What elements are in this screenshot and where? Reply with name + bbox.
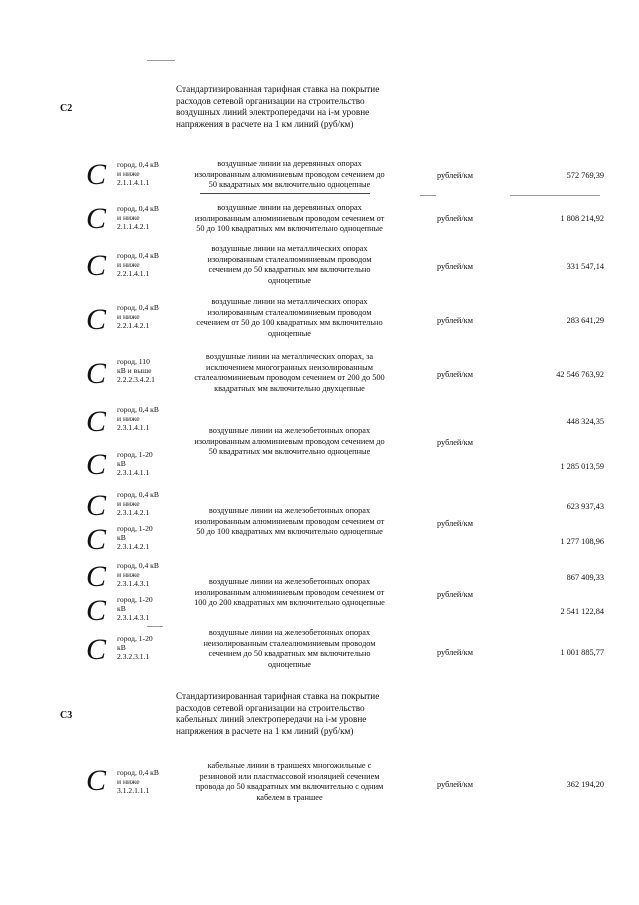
- rate-value: 448 324,35: [566, 417, 604, 426]
- tariff-symbol: C: [86, 158, 107, 191]
- rate-value: 2 541 122,84: [560, 607, 604, 616]
- tariff-symbol: C: [86, 249, 107, 282]
- title-line: Стандартизированная тарифная ставка на покрытие: [176, 691, 380, 701]
- tariff-symbol: C: [86, 202, 107, 235]
- line-description: воздушные линии на железобетонных опорах изолированным алюминиевым проводом сечением до 50 квадратных мм включительно одноцепные: [194, 426, 385, 456]
- tariff-symbol: C: [86, 633, 107, 666]
- rate-code: город, 110 кВ и выше 2.2.2.3.4.2.1: [117, 357, 155, 384]
- title-line: напряжения в расчете на 1 км линий (руб/км): [176, 725, 354, 736]
- rate-code: город, 0,4 кВ и ниже 2.2.1.4.1.1: [117, 251, 159, 278]
- line-description: воздушные линии на металлических опорах, за исключением многогранных неизолированным сталеалюминиевым проводом сечением от 200 до 500 квадратных мм включительно двухцепные: [194, 352, 385, 393]
- scan-mark: [420, 195, 436, 196]
- rate-value: 331 547,14: [566, 262, 604, 271]
- line-description: воздушные линии на железобетонных опорах неизолированным сталеалюминиевым проводом сечением до 50 квадратных мм включительно одноцепные: [203, 628, 376, 669]
- title-line: расходов сетевой организации на строительство: [176, 702, 365, 713]
- unit-label: рублей/км: [437, 370, 473, 379]
- tariff-symbol: C: [86, 560, 107, 593]
- rate-code: город, 0,4 кВ и ниже 3.1.2.1.1.1: [117, 768, 159, 795]
- rate-value: 1 285 013,59: [560, 462, 604, 471]
- unit-label: рублей/км: [437, 590, 473, 599]
- rate-value: 572 769,39: [566, 171, 604, 180]
- tariff-symbol: C: [86, 523, 107, 556]
- line-description: кабельные линии в траншеях многожильные с резиновой или пластмассовой изоляцией сечением провода до 50 квадратных мм включительно с одним кабелем в траншее: [195, 761, 384, 802]
- section-label-c3: C3: [60, 710, 73, 721]
- scan-mark: [147, 626, 163, 627]
- rate-code: город, 1-20 кВ 2.3.1.4.2.1: [117, 524, 153, 551]
- section-label-c2: C2: [60, 103, 73, 114]
- rate-code: город, 0,4 кВ и ниже 2.1.1.4.2.1: [117, 204, 159, 231]
- unit-label: рублей/км: [437, 438, 473, 447]
- rate-value: 362 194,20: [566, 780, 604, 789]
- tariff-symbol: C: [86, 764, 107, 797]
- section-title-c2: [176, 84, 406, 130]
- rate-code: город, 1-20 кВ 2.3.1.4.1.1: [117, 450, 153, 477]
- rate-code: город, 0,4 кВ и ниже 2.2.1.4.2.1: [117, 303, 159, 330]
- rate-code: город, 1-20 кВ 2.3.1.4.3.1: [117, 595, 153, 622]
- scan-mark: [510, 195, 600, 196]
- rate-code: город, 0,4 кВ и ниже 2.3.1.4.1.1: [117, 405, 159, 432]
- title-line: Стандартизированная тарифная ставка на покрытие: [176, 84, 380, 94]
- tariff-symbol: C: [86, 357, 107, 390]
- unit-label: рублей/км: [437, 780, 473, 789]
- line-description: воздушные линии на железобетонных опорах изолированным алюминиевым проводом сечением от 100 до 200 квадратных мм включительно одноцепные: [194, 577, 385, 607]
- line-description: воздушные линии на металлических опорах изолированным сталеалюминиевым проводом сечением от 50 до 100 квадратных мм включительно одноцепные: [196, 297, 383, 338]
- tariff-symbol: C: [86, 303, 107, 336]
- unit-label: рублей/км: [437, 171, 473, 180]
- rate-value: 623 937,43: [566, 502, 604, 511]
- rate-value: 867 409,33: [566, 573, 604, 582]
- rate-value: 283 641,29: [566, 316, 604, 325]
- unit-label: рублей/км: [437, 316, 473, 325]
- unit-label: рублей/км: [437, 648, 473, 657]
- rate-value: 1 277 108,96: [560, 537, 604, 546]
- rate-code: город, 1-20 кВ 2.3.2.3.1.1: [117, 634, 153, 661]
- scan-mark: [200, 193, 370, 194]
- line-description: воздушные линии на деревянных опорах изолированным алюминиевым проводом сечением от 50 до 100 квадратных мм включительно одноцепные: [194, 203, 385, 233]
- rate-value: 1 808 214,92: [560, 214, 604, 223]
- unit-label: рублей/км: [437, 262, 473, 271]
- title-line: кабельных линий электропередачи на i-м уровне: [176, 714, 367, 724]
- tariff-symbol: C: [86, 448, 107, 481]
- rate-value: 1 001 885,77: [560, 648, 604, 657]
- rate-value: 42 546 763,92: [556, 370, 604, 379]
- line-description: воздушные линии на железобетонных опорах изолированным алюминиевым проводом сечением от 50 до 100 квадратных мм включительно одноцепные: [194, 506, 385, 536]
- scan-mark: [147, 60, 175, 61]
- rate-code: город, 0,4 кВ и ниже 2.3.1.4.2.1: [117, 490, 159, 517]
- title-line: воздушных линий электропередачи на i-м уровне: [176, 107, 370, 117]
- unit-label: рублей/км: [437, 519, 473, 528]
- tariff-symbol: C: [86, 489, 107, 522]
- tariff-symbol: C: [86, 405, 107, 438]
- rate-code: город, 0,4 кВ и ниже 2.1.1.4.1.1: [117, 160, 159, 187]
- title-line: расходов сетевой организации на строительство: [176, 95, 365, 106]
- rate-code: город, 0,4 кВ и ниже 2.3.1.4.3.1: [117, 561, 159, 588]
- section-title-c3: [176, 691, 406, 737]
- unit-label: рублей/км: [437, 214, 473, 223]
- line-description: воздушные линии на деревянных опорах изолированным алюминиевым проводом сечением до 50 квадратных мм включительно одноцепные: [194, 159, 385, 189]
- title-line: напряжения в расчете на 1 км линий (руб/км): [176, 118, 354, 129]
- tariff-symbol: C: [86, 594, 107, 627]
- line-description: воздушные линии на металлических опорах изолированным сталеалюминиевым проводом сечением до 50 квадратных мм включительно одноцепные: [207, 244, 372, 285]
